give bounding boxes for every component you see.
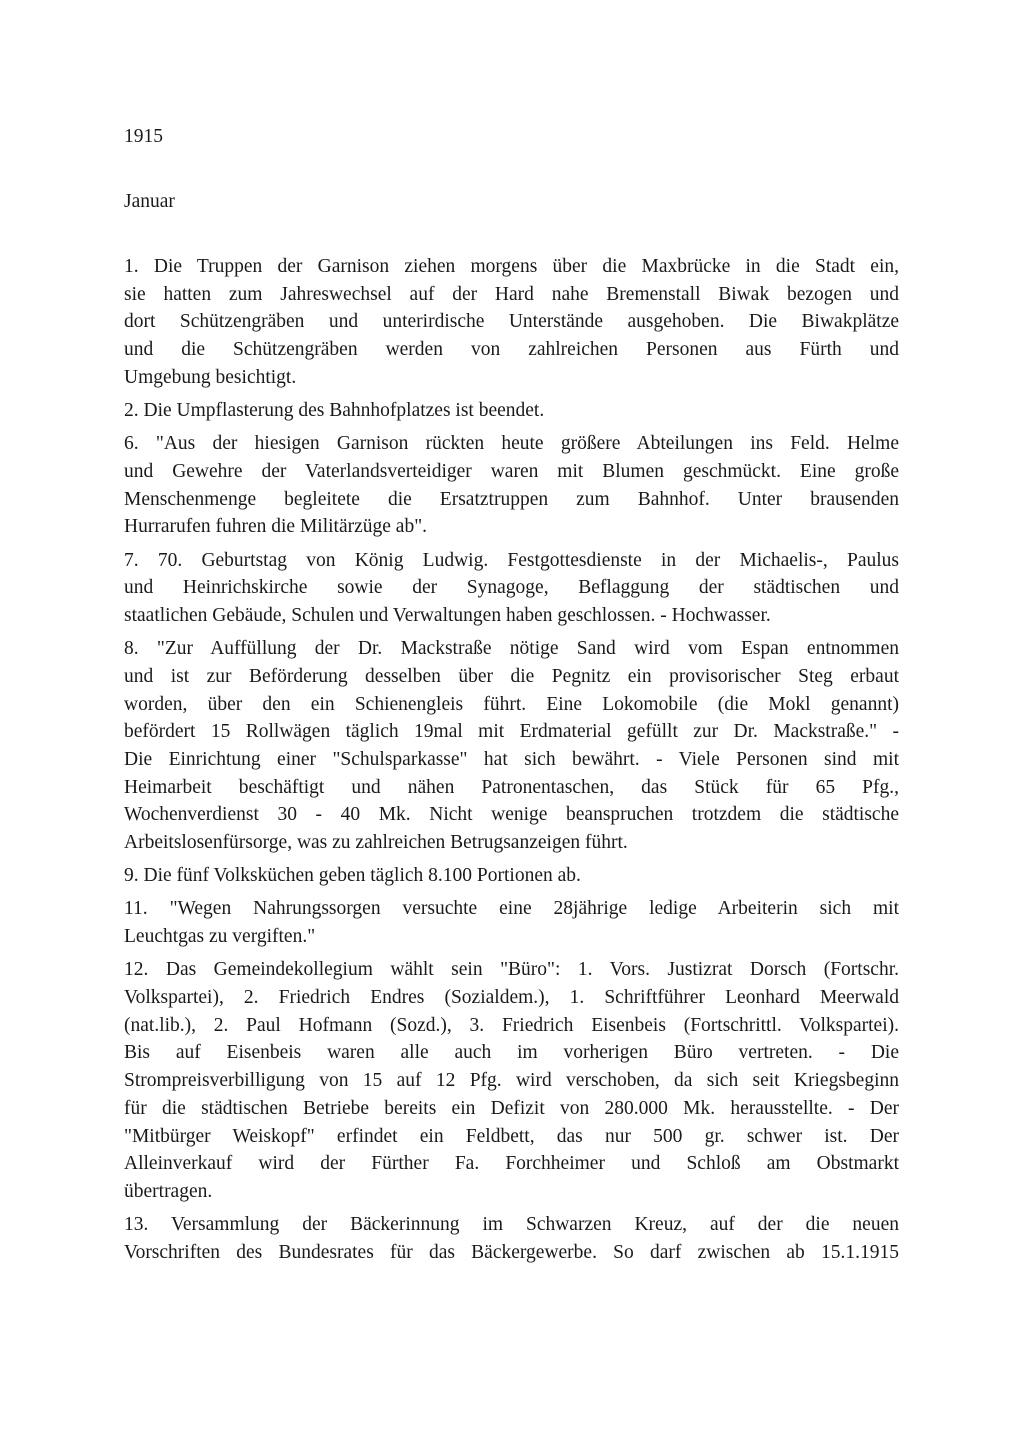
text-line: befördert 15 Rollwägen täglich 19mal mit Erdmaterial gefüllt zur Dr. Mackstraße." - xyxy=(124,721,899,743)
chronicle-entry xyxy=(124,895,899,950)
text-line: worden, über den ein Schienengleis führt. Eine Lokomobile (die Mokl genannt) xyxy=(124,693,899,715)
chronicle-entry xyxy=(124,253,899,392)
text-line: übertragen. xyxy=(124,1181,213,1202)
text-line: 6. "Aus der hiesigen Garnison rückten heute größere Abteilungen ins Feld. Helme xyxy=(124,433,899,455)
chronicle-entry xyxy=(124,430,899,541)
chronicle-entry xyxy=(124,397,899,425)
chronicle-entry xyxy=(124,635,899,857)
text-line: 2. Die Umpflasterung des Bahnhofplatzes ist beendet. xyxy=(124,400,545,422)
text-line: 1. Die Truppen der Garnison ziehen morgens über die Maxbrücke in die Stadt ein, xyxy=(124,256,899,277)
text-line: Alleinverkauf wird der Fürther Fa. Forchheimer und Schloß am Obstmarkt xyxy=(124,1153,899,1175)
text-line: und ist zur Beförderung desselben über die Pegnitz ein provisorischer Steg erbaut xyxy=(124,665,899,687)
text-line: "Mitbürger Weiskopf" erfindet ein Feldbett, das nur 500 gr. schwer ist. Der xyxy=(124,1125,899,1147)
text-line: Leuchtgas zu vergiften." xyxy=(124,926,316,948)
text-line: Strompreisverbilligung von 15 auf 12 Pfg. wird verschoben, da sich seit Kriegsbeginn xyxy=(124,1070,899,1092)
text-line: 12. Das Gemeindekollegium wählt sein "Büro": 1. Vors. Justizrat Dorsch (Fortschr. xyxy=(124,959,899,981)
year-heading: 1915 xyxy=(124,126,163,147)
text-line: 8. "Zur Auffüllung der Dr. Mackstraße nötige Sand wird vom Espan entnommen xyxy=(124,638,899,660)
text-line: staatlichen Gebäude, Schulen und Verwaltungen haben geschlossen. - Hochwasser. xyxy=(124,604,771,626)
text-line: Heimarbeit beschäftigt und nähen Patronentaschen, das Stück für 65 Pfg., xyxy=(124,776,899,798)
text-line: und Heinrichskirche sowie der Synagoge, Beflaggung der städtischen und xyxy=(124,577,899,599)
text-line: und Gewehre der Vaterlandsverteidiger waren mit Blumen geschmückt. Eine große xyxy=(124,460,899,482)
text-line: Volkspartei), 2. Friedrich Endres (Sozialdem.), 1. Schriftführer Leonhard Meerwald xyxy=(124,987,899,1009)
text-line: Wochenverdienst 30 - 40 Mk. Nicht wenige beanspruchen trotzdem die städtische xyxy=(124,804,899,826)
text-line: 13. Versammlung der Bäckerinnung im Schwarzen Kreuz, auf der die neuen xyxy=(124,1214,899,1236)
chronicle-entry xyxy=(124,862,899,890)
text-line: Hurrarufen fuhren die Militärzüge ab". xyxy=(124,516,428,538)
chronicle-entry xyxy=(124,547,899,630)
chronicle-body xyxy=(124,253,899,1272)
text-line: Die Einrichtung einer "Schulsparkasse" hat sich bewährt. - Viele Personen sind mit xyxy=(124,748,899,770)
text-line: 9. Die fünf Volksküchen geben täglich 8.100 Portionen ab. xyxy=(124,865,581,887)
text-line: Arbeitslosenfürsorge, was zu zahlreichen Betrugsanzeigen führt. xyxy=(124,832,628,854)
text-line: dort Schützengräben und unterirdische Unterstände ausgehoben. Die Biwakplätze xyxy=(124,311,899,333)
month-heading: Januar xyxy=(124,191,175,212)
text-line: (nat.lib.), 2. Paul Hofmann (Sozd.), 3. Friedrich Eisenbeis (Fortschrittl. Volkspartei). xyxy=(124,1014,899,1036)
chronicle-entry xyxy=(124,956,899,1205)
text-line: Umgebung besichtigt. xyxy=(124,366,297,388)
text-line: Bis auf Eisenbeis waren alle auch im vorherigen Büro vertreten. - Die xyxy=(124,1042,899,1064)
text-line: Menschenmenge begleitete die Ersatztruppen zum Bahnhof. Unter brausenden xyxy=(124,488,899,510)
text-line: und die Schützengräben werden von zahlreichen Personen aus Fürth und xyxy=(124,339,899,361)
text-line: für die städtischen Betriebe bereits ein Defizit von 280.000 Mk. herausstellte. - Der xyxy=(124,1097,899,1119)
text-line: 7. 70. Geburtstag von König Ludwig. Festgottesdienste in der Michaelis-, Paulus xyxy=(124,549,899,571)
chronicle-entry xyxy=(124,1211,899,1266)
text-line: 11. "Wegen Nahrungssorgen versuchte eine 28jährige ledige Arbeiterin sich mit xyxy=(124,898,899,920)
text-line: sie hatten zum Jahreswechsel auf der Hard nahe Bremenstall Biwak bezogen und xyxy=(124,283,899,305)
text-line: Vorschriften des Bundesrates für das Bäckergewerbe. So darf zwischen ab 15.1.1915 xyxy=(124,1241,899,1263)
